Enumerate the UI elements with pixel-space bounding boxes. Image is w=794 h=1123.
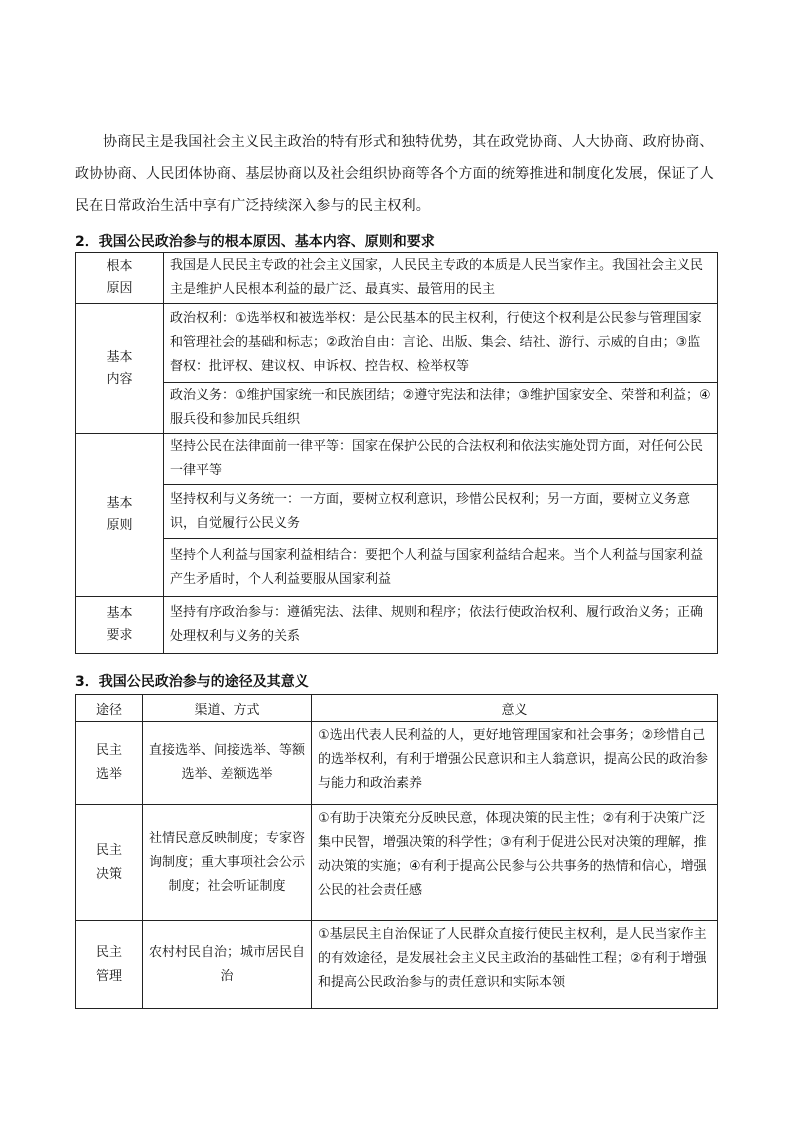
table-row (76, 539, 718, 597)
way-cell: 民主决策 (76, 805, 143, 921)
header-way: 途径 (76, 695, 143, 722)
section-3-heading: 3．我国公民政治参与的途径及其意义 (75, 674, 309, 690)
principle-item: 坚持个人利益与国家利益相结合：要把个人利益与国家利益结合起来。当个人利益与国家利益产生矛盾时，个人利益要服从国家利益 (164, 539, 718, 597)
requirement-text: 坚持有序政治参与：遵循宪法、法律、规则和程序；依法行使政治权利、履行政治义务；正确处理权利与义务的关系 (164, 597, 718, 654)
table-row (76, 805, 718, 921)
header-channel: 渠道、方式 (143, 695, 312, 722)
meaning-cell: ①基层民主自治保证了人民群众直接行使民主权利，是人民当家作主的有效途径，是发展社会主义民主政治的基础性工程；②有利于增强和提高公民政治参与的责任意识和实际本领 (312, 921, 718, 1009)
table-row (76, 383, 718, 434)
channel-cell: 直接选举、间接选举、等额选举、差额选举 (143, 722, 312, 805)
table-row (76, 485, 718, 539)
channel-cell: 社情民意反映制度；专家咨询制度；重大事项社会公示制度；社会听证制度 (143, 805, 312, 921)
table-row (76, 304, 718, 383)
political-duties-text: 政治义务：①维护国家统一和民族团结；②遵守宪法和法律；③维护国家安全、荣誉和利益；④服兵役和参加民兵组织 (164, 383, 718, 434)
row-label-principles: 基本原则 (76, 434, 164, 597)
row-label-content: 基本内容 (76, 304, 164, 434)
table-row (76, 722, 718, 805)
row-label-requirement: 基本要求 (76, 597, 164, 654)
meaning-cell: ①有助于决策充分反映民意，体现决策的民主性；②有利于决策广泛集中民智，增强决策的科学性；③有利于促进公民对决策的理解，推动决策的实施；④有利于提高公民参与公共事务的热情和信心，增强公民的社会责任感 (312, 805, 718, 921)
table-row (76, 253, 718, 304)
reason-text: 我国是人民民主专政的社会主义国家，人民民主专政的本质是人民当家作主。我国社会主义民主是维护人民根本利益的最广泛、最真实、最管用的民主 (164, 253, 718, 304)
participation-basics-table (75, 252, 718, 654)
way-cell: 民主管理 (76, 921, 143, 1009)
principle-item: 坚持公民在法律面前一律平等：国家在保护公民的合法权利和依法实施处罚方面，对任何公民一律平等 (164, 434, 718, 485)
channel-cell: 农村村民自治；城市居民自治 (143, 921, 312, 1009)
header-meaning: 意义 (312, 695, 718, 722)
table-row (76, 921, 718, 1009)
row-label-reason: 根本原因 (76, 253, 164, 304)
participation-ways-table (75, 694, 718, 1009)
way-cell: 民主选举 (76, 722, 143, 805)
table-header-row (76, 695, 718, 722)
table-row (76, 434, 718, 485)
section-2-heading: 2．我国公民政治参与的根本原因、基本内容、原则和要求 (75, 234, 435, 250)
meaning-cell: ①选出代表人民利益的人，更好地管理国家和社会事务；②珍惜自己的选举权利，有利于增强公民意识和主人翁意识，提高公民的政治参与能力和政治素养 (312, 722, 718, 805)
political-rights-text: 政治权利：①选举权和被选举权：是公民基本的民主权利，行使这个权利是公民参与管理国家和管理社会的基础和标志；②政治自由：言论、出版、集会、结社、游行、示威的自由；③监督权：批评权、建议权、申诉权、控告权、检举权等 (164, 304, 718, 383)
intro-paragraph: 协商民主是我国社会主义民主政治的特有形式和独特优势，其在政党协商、人大协商、政府协商、政协协商、人民团体协商、基层协商以及社会组织协商等各个方面的统筹推进和制度化发展，保证了人民在日常政治生活中享有广泛持续深入参与的民主权利。 (75, 134, 714, 214)
principle-item: 坚持权利与义务统一：一方面，要树立权利意识，珍惜公民权利；另一方面，要树立义务意识，自觉履行公民义务 (164, 485, 718, 539)
table-row (76, 597, 718, 654)
